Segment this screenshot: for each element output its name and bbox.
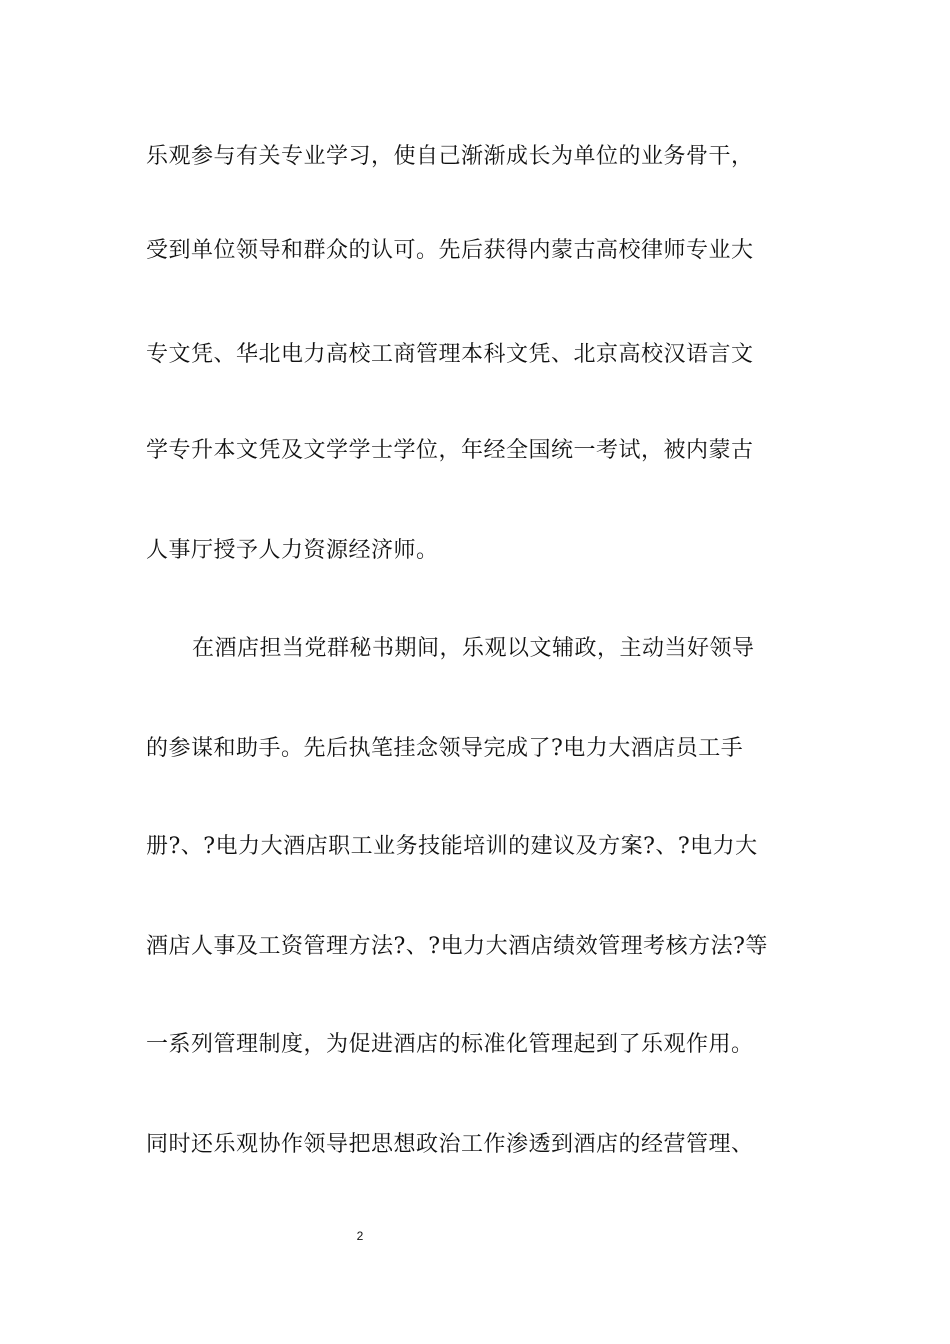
text-line: 的参谋和助手。先后执笔挂念领导完成了?电力大酒店员工手 [146,736,744,761]
text-line: 乐观参与有关专业学习，使自己渐渐成长为单位的业务骨干， [146,144,754,169]
text-line: 人事厅授予人力资源经济师。 [146,538,439,563]
text-line: 学专升本文凭及文学学士学位，年经全国统一考试，被内蒙古 [146,438,754,463]
text-line: 专文凭、华北电力高校工商管理本科文凭、北京高校汉语言文 [146,342,754,367]
page-number: 2 [356,1229,364,1243]
text-line: 酒店人事及工资管理方法?、?电力大酒店绩效管理考核方法?等 [146,934,768,959]
paragraph-first-line: 在酒店担当党群秘书期间，乐观以文辅政，主动当好领导 [192,636,755,661]
text-line: 同时还乐观协作领导把思想政治工作渗透到酒店的经营管理、 [146,1132,754,1157]
text-line: 一系列管理制度，为促进酒店的标准化管理起到了乐观作用。 [146,1032,754,1057]
text-line: 受到单位领导和群众的认可。先后获得内蒙古高校律师专业大 [146,238,754,263]
text-line: 册?、?电力大酒店职工业务技能培训的建议及方案?、?电力大 [146,834,758,859]
